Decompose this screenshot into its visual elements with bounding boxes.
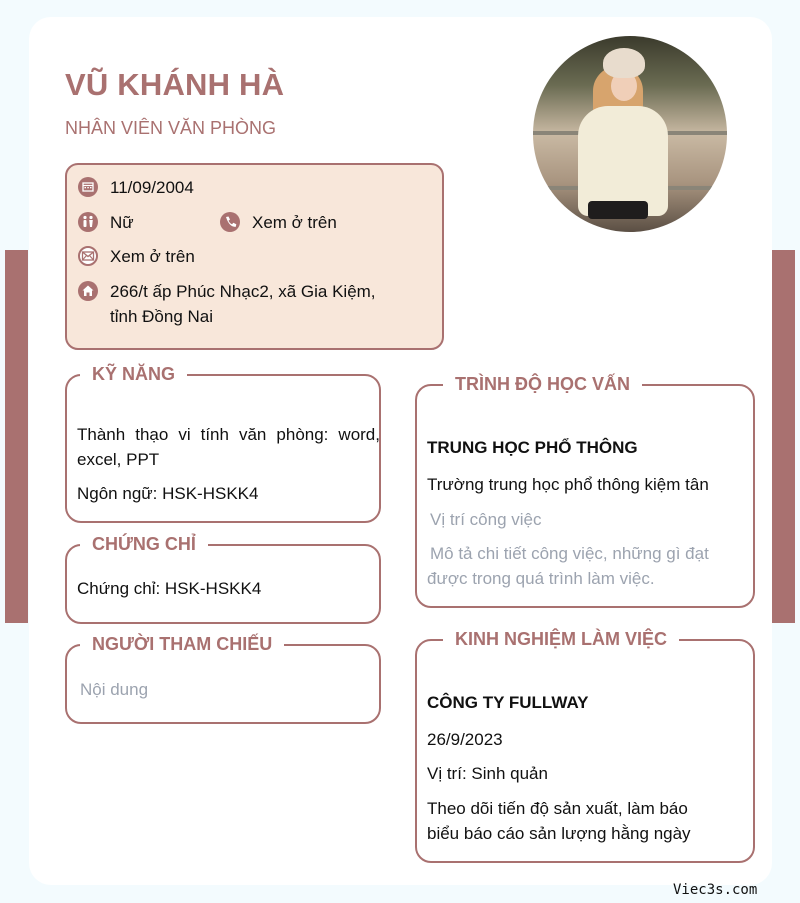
right-accent-band (772, 250, 795, 623)
job-title: NHÂN VIÊN VĂN PHÒNG (65, 118, 277, 138)
references-placeholder: Nội dung (80, 680, 149, 699)
gender-row (78, 210, 134, 235)
calendar-icon (78, 177, 98, 197)
experience-position: Vị trí: Sinh quản (427, 764, 548, 783)
candidate-name: VŨ KHÁNH HÀ (65, 67, 285, 102)
experience-company: CÔNG TY FULLWAY (427, 693, 589, 712)
profile-photo (533, 36, 727, 232)
email-icon (78, 246, 98, 266)
certificates-item-1: Chứng chỉ: HSK-HSKK4 (77, 579, 262, 598)
phone-icon (220, 212, 240, 232)
phone-row (220, 210, 337, 235)
skills-item-2: Ngôn ngữ: HSK-HSKK4 (77, 484, 259, 503)
address-line-1: 266/t ấp Phúc Nhạc2, xã Gia Kiệm, (110, 282, 376, 301)
address-line-2: tỉnh Đồng Nai (110, 307, 214, 326)
certificates-title: CHỨNG CHỈ (80, 532, 208, 556)
email-value: Xem ở trên (110, 247, 195, 266)
references-title: NGƯỜI THAM CHIẾU (80, 632, 284, 656)
skills-item-1: Thành thạo vi tính văn phòng: word, excel, PPT (77, 425, 380, 469)
education-level: TRUNG HỌC PHỔ THÔNG (427, 438, 638, 457)
experience-title: KINH NGHIỆM LÀM VIỆC (443, 627, 679, 651)
education-title: TRÌNH ĐỘ HỌC VẤN (443, 372, 642, 396)
address-row (78, 279, 376, 329)
phone-value: Xem ở trên (252, 213, 337, 232)
education-school: Trường trung học phổ thông kiệm tân (427, 475, 709, 494)
experience-date: 26/9/2023 (427, 730, 503, 749)
skills-title: KỸ NĂNG (80, 362, 187, 386)
birthdate-value: 11/09/2004 (110, 178, 194, 197)
education-description-placeholder: Mô tả chi tiết công việc, những gì đạt được trong quá trình làm việc. (427, 544, 709, 588)
education-position-placeholder: Vị trí công việc (430, 510, 542, 529)
gender-icon (78, 212, 98, 232)
gender-value: Nữ (110, 213, 134, 232)
watermark: Viec3s.com (673, 882, 758, 898)
email-row (78, 244, 195, 269)
birthdate-row (78, 175, 194, 200)
home-icon (78, 281, 98, 301)
left-accent-band (5, 250, 28, 623)
contact-info-box (65, 163, 444, 350)
experience-description: Theo dõi tiến độ sản xuất, làm báo biểu báo cáo sản lượng hằng ngày (427, 799, 691, 843)
